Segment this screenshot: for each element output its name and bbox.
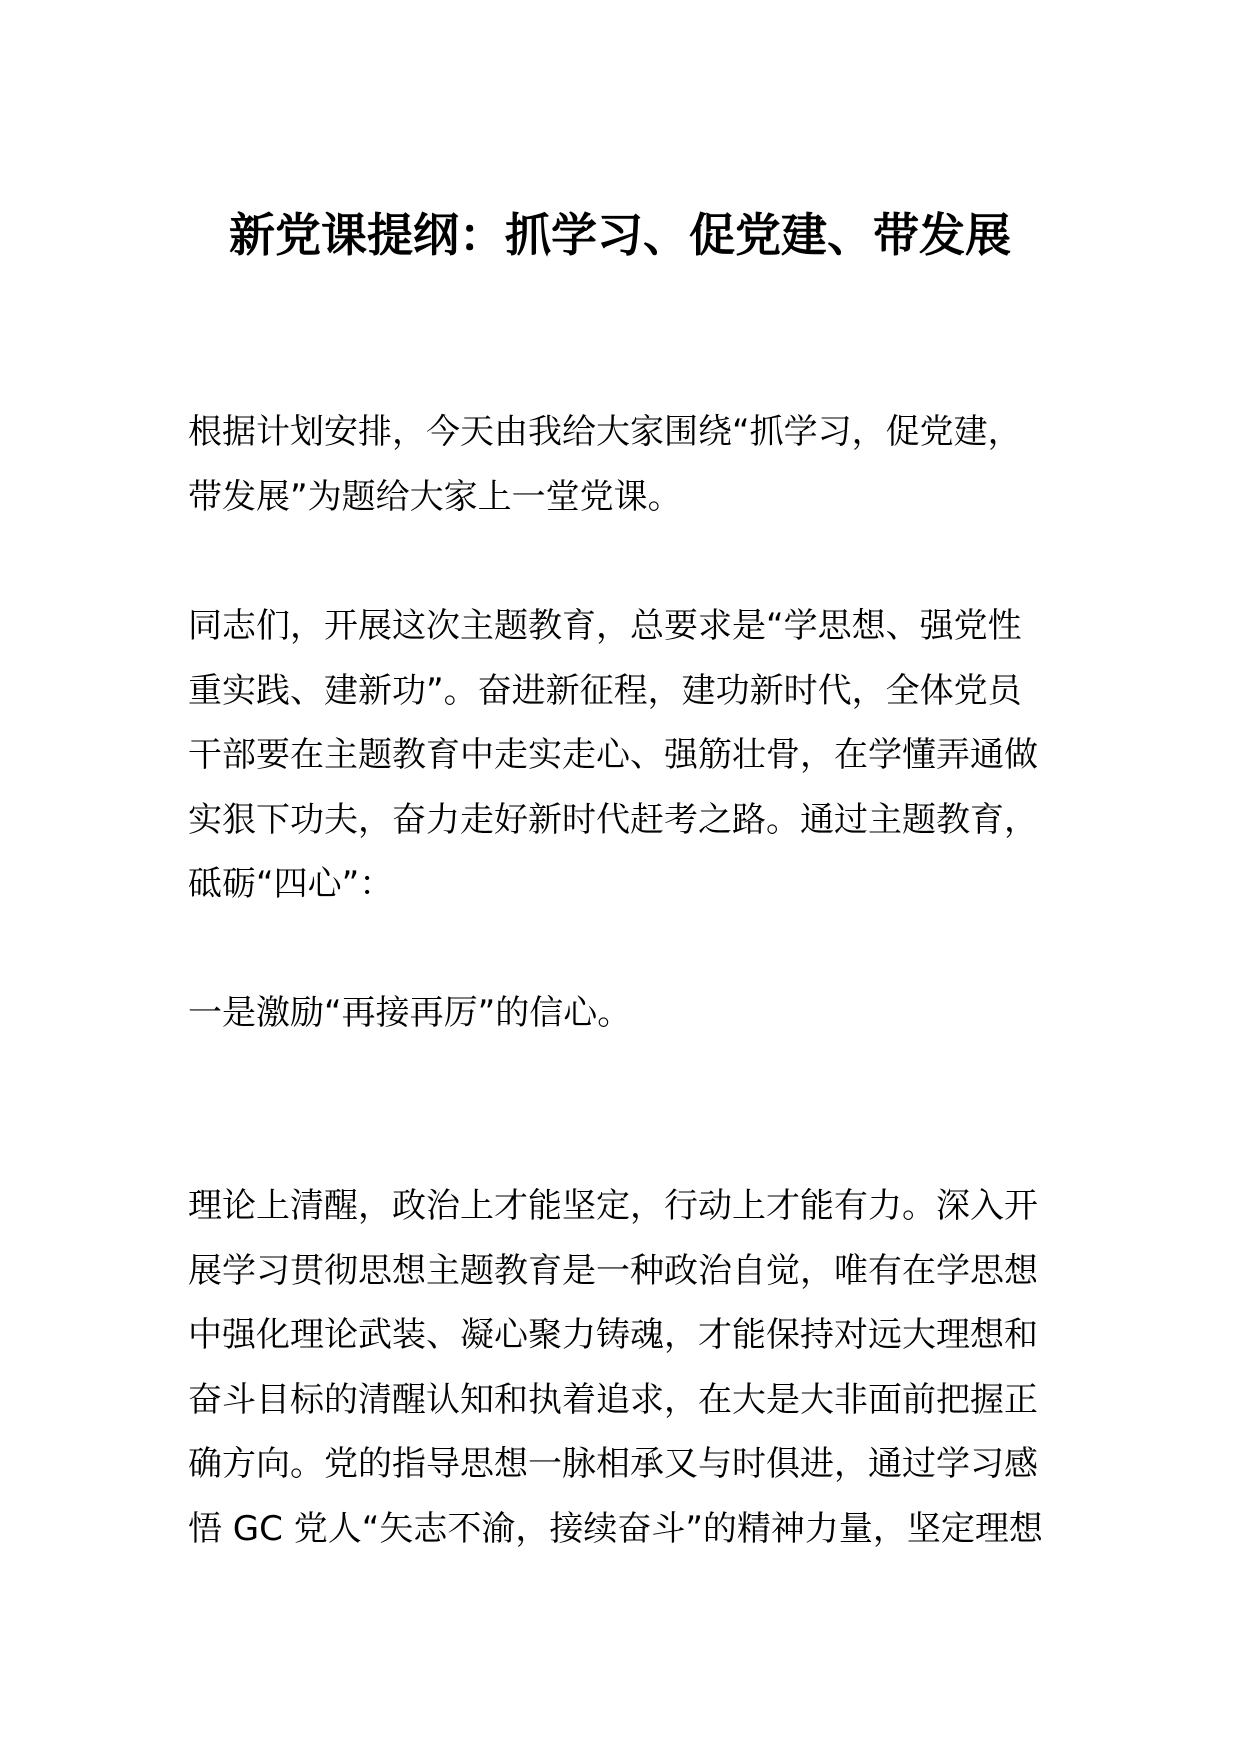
- document-title: 新党课提纲：抓学习、促党建、带发展: [229, 208, 1011, 262]
- paragraph-line: 中强化理论武装、凝心聚力铸魂，才能保持对远大理想和: [188, 1315, 1038, 1355]
- paragraph-line: 展学习贯彻思想主题教育是一种政治自觉，唯有在学思想: [188, 1250, 1038, 1291]
- paragraph-line: 带发展”为题给大家上一堂党课。: [188, 476, 682, 517]
- paragraph-intro: [188, 400, 1058, 529]
- paragraph-theory: [188, 1174, 1058, 1561]
- paragraph-line: 奋斗目标的清醒认知和执着追求，在大是大非面前把握正: [188, 1379, 1038, 1420]
- paragraph-line: 确方向。党的指导思想一脉相承又与时俱进，通过学习感: [188, 1444, 1038, 1484]
- paragraph-line: 实狠下功夫，奋力走好新时代赶考之路。通过主题教育，: [188, 799, 1038, 840]
- paragraph-requirements: [188, 594, 1058, 917]
- paragraph-line: 同志们，开展这次主题教育，总要求是“学思想、强党性: [188, 606, 1022, 646]
- paragraph-heading-one: [188, 981, 1058, 1046]
- paragraph-line: 干部要在主题教育中走实走心、强筋壮骨，在学懂弄通做: [188, 735, 1038, 775]
- paragraph-line: 一是激励“再接再厉”的信心。: [188, 993, 632, 1033]
- paragraph-line: 砥砺“四心”：: [188, 864, 394, 904]
- paragraph-line: 理论上清醒，政治上才能坚定，行动上才能有力。深入开: [188, 1186, 1038, 1226]
- paragraph-line: 根据计划安排，今天由我给大家围绕“抓学习，促党建，: [188, 412, 1022, 452]
- paragraph-line: 悟 GC 党人“矢志不渝，接续奋斗”的精神力量，坚定理想: [188, 1508, 1043, 1549]
- paragraph-line: 重实践、建新功”。奋进新征程，建功新时代，全体党员: [188, 670, 1022, 711]
